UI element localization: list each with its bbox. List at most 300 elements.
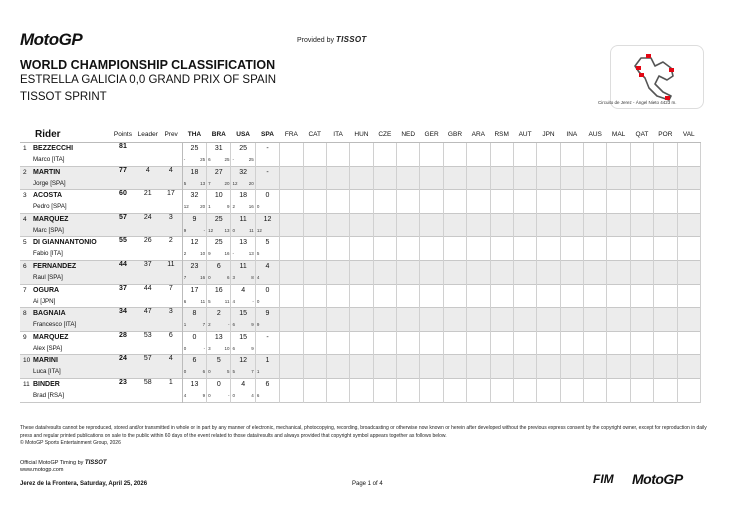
points-header: Points <box>110 126 135 143</box>
rider-prev-gap: 3 <box>160 213 182 237</box>
round-total: 11 <box>239 262 247 270</box>
sprint-points: 6 <box>232 322 235 328</box>
round-result-gbr <box>443 166 466 190</box>
round-result-ger <box>420 237 443 261</box>
round-result-qat <box>630 166 653 190</box>
race-points: - <box>203 345 206 351</box>
round-breakdown <box>232 228 253 233</box>
round-result-aus <box>584 237 607 261</box>
round-total: 15 <box>239 310 248 318</box>
race-points: 16 <box>248 204 254 210</box>
round-result-gbr <box>443 378 466 402</box>
round-result-ara <box>467 331 490 355</box>
round-result-aus <box>584 166 607 190</box>
round-result-usa <box>231 190 255 214</box>
round-total: - <box>266 168 269 176</box>
round-result-gbr <box>443 284 466 308</box>
round-result-usa <box>231 237 255 261</box>
round-total: 16 <box>214 286 223 294</box>
round-result-ita <box>326 308 349 332</box>
round-total: 27 <box>214 168 223 176</box>
sprint-points: 9 <box>256 322 260 328</box>
race-points: 9 <box>251 322 254 328</box>
round-result-fra <box>280 143 303 167</box>
round-breakdown <box>257 393 278 398</box>
round-result-jpn <box>537 331 560 355</box>
round-total: 4 <box>241 380 246 388</box>
round-result-jpn <box>537 237 560 261</box>
round-result-ara <box>467 308 490 332</box>
round-breakdown <box>208 157 229 162</box>
round-result-val <box>677 355 700 379</box>
round-result-fra <box>280 237 303 261</box>
round-result-tha <box>182 355 206 379</box>
race-points: 20 <box>200 204 206 210</box>
round-result-ita <box>326 237 349 261</box>
sprint-points: 0 <box>208 392 211 398</box>
round-result-spa <box>255 308 279 332</box>
round-breakdown <box>257 322 278 327</box>
race-points: 11 <box>224 298 230 304</box>
round-result-ned <box>397 331 420 355</box>
round-breakdown <box>257 369 278 374</box>
rider-points: 44 <box>119 260 127 268</box>
round-total: 15 <box>239 333 248 341</box>
round-result-gbr <box>443 143 466 167</box>
round-result-ita <box>326 166 349 190</box>
round-result-aut <box>513 260 536 284</box>
round-result-por <box>654 166 677 190</box>
round-header-aus: AUS <box>584 126 607 143</box>
round-result-val <box>677 308 700 332</box>
round-result-qat <box>630 331 653 355</box>
round-result-ina <box>560 190 583 214</box>
round-result-rsm <box>490 166 513 190</box>
round-result-mal <box>607 331 630 355</box>
rider-prev-gap: 7 <box>160 284 182 308</box>
round-result-aut <box>513 355 536 379</box>
rider-leader-gap: 37 <box>143 260 152 268</box>
round-breakdown <box>184 228 205 233</box>
rider-cell <box>20 213 110 237</box>
round-result-spa <box>255 331 279 355</box>
round-result-ger <box>420 260 443 284</box>
website-link[interactable]: www.motogp.com <box>20 467 64 473</box>
round-result-aut <box>513 166 536 190</box>
round-result-jpn <box>537 284 560 308</box>
round-result-rsm <box>490 143 513 167</box>
sprint-points: 3 <box>208 345 211 351</box>
round-result-ita <box>326 190 349 214</box>
rider-firstname-country: Raul [SPA] <box>33 273 63 281</box>
round-breakdown <box>208 275 229 280</box>
round-result-ita <box>326 260 349 284</box>
round-result-usa <box>231 213 255 237</box>
rider-name: FERNANDEZ <box>33 262 77 270</box>
round-result-spa <box>255 378 279 402</box>
round-header-hun: HUN <box>350 126 373 143</box>
race-points: 6 <box>202 369 206 375</box>
race-points: 16 <box>200 274 206 280</box>
sprint-points: 12 <box>183 204 189 210</box>
sprint-points: 0 <box>232 227 235 233</box>
round-result-cze <box>373 237 396 261</box>
round-result-ara <box>467 213 490 237</box>
round-result-jpn <box>537 213 560 237</box>
round-total: - <box>266 145 269 152</box>
race-points: 7 <box>251 369 254 375</box>
rider-cell <box>20 355 110 379</box>
rider-points: 57 <box>119 213 127 221</box>
round-breakdown <box>184 204 205 209</box>
sprint-points: 5 <box>183 180 187 186</box>
table-row <box>20 237 701 261</box>
round-total: 2 <box>216 310 221 318</box>
race-points: 11 <box>249 227 254 233</box>
round-breakdown <box>257 275 278 280</box>
race-points: 8 <box>251 274 254 280</box>
round-total: 32 <box>190 192 199 200</box>
table-row <box>20 190 701 214</box>
rider-points: 55 <box>119 237 127 245</box>
race-points: - <box>252 298 254 304</box>
round-result-jpn <box>537 166 560 190</box>
round-result-hun <box>350 378 373 402</box>
rider-cell <box>20 260 110 284</box>
rider-leader-gap: 4 <box>145 166 150 174</box>
round-result-cze <box>373 143 396 167</box>
round-total: 13 <box>190 380 199 388</box>
rider-leader-gap: 24 <box>143 213 152 221</box>
sprint-points: 0 <box>232 392 235 398</box>
round-result-jpn <box>537 190 560 214</box>
rider-leader-gap: 21 <box>143 190 152 198</box>
standings-table <box>20 126 701 403</box>
sprint-points: 6 <box>208 157 211 162</box>
race-points: 11 <box>200 298 206 304</box>
round-result-ita <box>326 331 349 355</box>
round-result-rsm <box>490 378 513 402</box>
round-result-mal <box>607 355 630 379</box>
round-result-ara <box>467 378 490 402</box>
round-result-bra <box>207 166 231 190</box>
rider-cell <box>20 308 110 332</box>
rider-prev-gap: 6 <box>160 331 182 355</box>
timing-credit <box>20 460 107 474</box>
legal-notice <box>20 425 710 448</box>
round-result-ger <box>420 190 443 214</box>
round-total: 25 <box>214 239 223 247</box>
round-result-cze <box>373 166 396 190</box>
round-result-cze <box>373 355 396 379</box>
round-breakdown <box>208 251 229 256</box>
round-header-spa: SPA <box>255 126 279 143</box>
round-result-ger <box>420 284 443 308</box>
rider-firstname-country: Marco [ITA] <box>33 156 65 163</box>
race-points: 7 <box>202 322 206 328</box>
round-result-aut <box>513 143 536 167</box>
round-header-val: VAL <box>677 126 700 143</box>
round-result-gbr <box>443 237 466 261</box>
round-result-cat <box>303 308 326 332</box>
round-breakdown <box>232 299 253 304</box>
rider-position: 8 <box>23 310 27 318</box>
round-result-mal <box>607 308 630 332</box>
rider-cell <box>20 331 110 355</box>
round-result-tha <box>182 213 206 237</box>
sprint-points: 12 <box>232 180 238 186</box>
round-total: 0 <box>265 192 270 200</box>
rider-firstname-country: Jorge [SPA] <box>33 179 66 187</box>
round-result-aut <box>513 284 536 308</box>
round-result-jpn <box>537 143 560 167</box>
round-result-qat <box>630 284 653 308</box>
table-row <box>20 331 701 355</box>
round-total: 18 <box>190 168 199 176</box>
sprint-points: 2 <box>183 251 187 257</box>
sprint-points: - <box>232 251 234 257</box>
round-result-usa <box>231 331 255 355</box>
rider-name: MARTIN <box>33 168 61 176</box>
race-points: 13 <box>248 251 254 257</box>
rider-leader-gap: 44 <box>143 284 152 292</box>
round-result-rsm <box>490 213 513 237</box>
round-result-fra <box>280 355 303 379</box>
rider-name: OGURA <box>33 286 60 294</box>
round-breakdown <box>208 299 229 304</box>
round-result-ina <box>560 355 583 379</box>
copyright-text: © MotoGP Sports Entertainment Group, 2026 <box>20 440 121 446</box>
round-result-jpn <box>537 378 560 402</box>
sprint-points: 0 <box>256 204 260 210</box>
round-result-jpn <box>537 260 560 284</box>
round-result-bra <box>207 331 231 355</box>
round-result-val <box>677 378 700 402</box>
round-result-cat <box>303 143 326 167</box>
round-header-fra: FRA <box>280 126 303 143</box>
round-result-por <box>654 331 677 355</box>
rider-position: 3 <box>23 192 27 200</box>
round-result-qat <box>630 260 653 284</box>
round-result-bra <box>207 143 231 167</box>
round-result-cat <box>303 284 326 308</box>
race-points: 6 <box>226 274 230 280</box>
sprint-points: 7 <box>183 274 187 280</box>
rider-leader-gap: 53 <box>143 331 152 339</box>
race-points: 10 <box>224 345 230 351</box>
round-breakdown <box>184 157 205 162</box>
round-result-mal <box>607 143 630 167</box>
round-result-bra <box>207 355 231 379</box>
round-result-val <box>677 166 700 190</box>
round-result-fra <box>280 190 303 214</box>
round-result-ned <box>397 260 420 284</box>
event-title: ESTRELLA GALICIA 0,0 GRAND PRIX OF SPAIN <box>20 74 277 86</box>
round-result-jpn <box>537 355 560 379</box>
round-breakdown <box>184 346 205 351</box>
round-total: 13 <box>239 239 248 247</box>
round-header-gbr: GBR <box>443 126 466 143</box>
round-result-mal <box>607 237 630 261</box>
round-breakdown <box>184 369 205 374</box>
round-result-fra <box>280 260 303 284</box>
round-result-por <box>654 190 677 214</box>
round-result-cze <box>373 308 396 332</box>
round-result-cat <box>303 190 326 214</box>
round-result-aus <box>584 308 607 332</box>
round-breakdown <box>208 393 229 398</box>
rider-prev-gap: 4 <box>160 355 182 379</box>
round-total: 12 <box>239 357 248 365</box>
round-header-ned: NED <box>397 126 420 143</box>
round-breakdown <box>232 157 253 162</box>
round-header-rsm: RSM <box>490 126 513 143</box>
rider-points: 81 <box>119 143 127 150</box>
round-result-ara <box>467 166 490 190</box>
prev-header: Prev <box>160 126 182 143</box>
round-result-val <box>677 237 700 261</box>
round-total: 17 <box>190 286 199 294</box>
round-header-bra: BRA <box>207 126 231 143</box>
round-breakdown <box>184 251 205 256</box>
round-result-ned <box>397 190 420 214</box>
race-points: 25 <box>200 157 206 162</box>
round-result-aus <box>584 260 607 284</box>
rider-position: 6 <box>23 262 27 270</box>
round-header-cze: CZE <box>373 126 396 143</box>
sprint-points: 9 <box>183 227 187 233</box>
round-result-gbr <box>443 190 466 214</box>
rider-points: 77 <box>119 166 127 174</box>
round-result-por <box>654 143 677 167</box>
round-result-rsm <box>490 190 513 214</box>
sprint-points: 5 <box>232 369 235 375</box>
round-result-ina <box>560 284 583 308</box>
round-header-ger: GER <box>420 126 443 143</box>
rider-position: 7 <box>23 286 27 294</box>
timing-label: Official MotoGP Timing by <box>20 460 84 466</box>
round-total: 13 <box>214 333 223 341</box>
round-result-ina <box>560 378 583 402</box>
rider-prev-gap: 1 <box>160 378 182 402</box>
round-result-tha <box>182 308 206 332</box>
table-row <box>20 166 701 190</box>
sprint-points: 0 <box>208 274 211 280</box>
round-result-aut <box>513 331 536 355</box>
round-header-por: POR <box>654 126 677 143</box>
round-result-cat <box>303 355 326 379</box>
round-total: 5 <box>216 357 221 365</box>
round-result-ina <box>560 237 583 261</box>
sprint-points: 4 <box>232 298 235 304</box>
round-result-qat <box>630 378 653 402</box>
rider-points: 34 <box>119 308 127 316</box>
round-result-aus <box>584 331 607 355</box>
round-total: 6 <box>192 357 197 365</box>
round-result-tha <box>182 331 206 355</box>
round-result-bra <box>207 213 231 237</box>
round-result-ita <box>326 143 349 167</box>
sprint-points: 5 <box>208 298 211 304</box>
round-header-jpn: JPN <box>537 126 560 143</box>
provided-by <box>297 35 367 44</box>
round-result-mal <box>607 378 630 402</box>
round-breakdown <box>232 181 253 186</box>
sprint-points: 0 <box>183 369 187 375</box>
round-total: 9 <box>192 215 197 223</box>
round-result-tha <box>182 378 206 402</box>
round-result-ger <box>420 166 443 190</box>
round-result-ina <box>560 331 583 355</box>
sprint-points: 3 <box>232 274 235 280</box>
round-result-ger <box>420 378 443 402</box>
round-header-qat: QAT <box>630 126 653 143</box>
round-result-qat <box>630 237 653 261</box>
round-result-usa <box>231 260 255 284</box>
round-header-usa: USA <box>231 126 255 143</box>
round-breakdown <box>257 228 278 233</box>
round-breakdown <box>257 204 278 209</box>
rider-cell <box>20 284 110 308</box>
round-result-val <box>677 190 700 214</box>
round-result-ita <box>326 284 349 308</box>
round-result-hun <box>350 143 373 167</box>
round-result-mal <box>607 213 630 237</box>
round-total: 25 <box>214 215 223 223</box>
round-result-bra <box>207 284 231 308</box>
round-result-aut <box>513 213 536 237</box>
round-total: 32 <box>239 168 248 176</box>
rider-prev-gap: 11 <box>160 260 182 284</box>
round-result-aut <box>513 237 536 261</box>
table-row <box>20 260 701 284</box>
round-result-tha <box>182 284 206 308</box>
race-points: 9 <box>251 345 254 351</box>
race-points: 20 <box>248 180 254 186</box>
round-total: 4 <box>265 262 270 270</box>
rider-firstname-country: Luca [ITA] <box>33 368 61 376</box>
rider-leader-gap: 58 <box>143 378 152 386</box>
round-total: 0 <box>192 333 197 341</box>
round-result-cat <box>303 378 326 402</box>
round-breakdown <box>232 369 253 374</box>
rider-position: 2 <box>23 168 27 176</box>
round-result-hun <box>350 190 373 214</box>
round-result-mal <box>607 284 630 308</box>
round-result-val <box>677 213 700 237</box>
provided-by-label: Provided by <box>297 37 334 44</box>
round-total: 5 <box>265 239 270 247</box>
rider-firstname-country: Brad [RSA] <box>33 391 64 399</box>
round-result-aus <box>584 284 607 308</box>
rider-name: MARQUEZ <box>33 215 69 223</box>
round-result-val <box>677 260 700 284</box>
round-result-hun <box>350 331 373 355</box>
table-row <box>20 143 701 167</box>
round-header-tha: THA <box>182 126 206 143</box>
round-result-qat <box>630 143 653 167</box>
round-result-mal <box>607 260 630 284</box>
rider-position: 10 <box>23 357 31 365</box>
round-result-fra <box>280 166 303 190</box>
round-result-aut <box>513 190 536 214</box>
rider-position: 11 <box>23 380 30 388</box>
round-result-qat <box>630 190 653 214</box>
rider-leader-gap: 47 <box>143 308 152 316</box>
race-points: - <box>203 227 206 233</box>
rider-cell <box>20 237 110 261</box>
sprint-points: 0 <box>208 369 211 375</box>
